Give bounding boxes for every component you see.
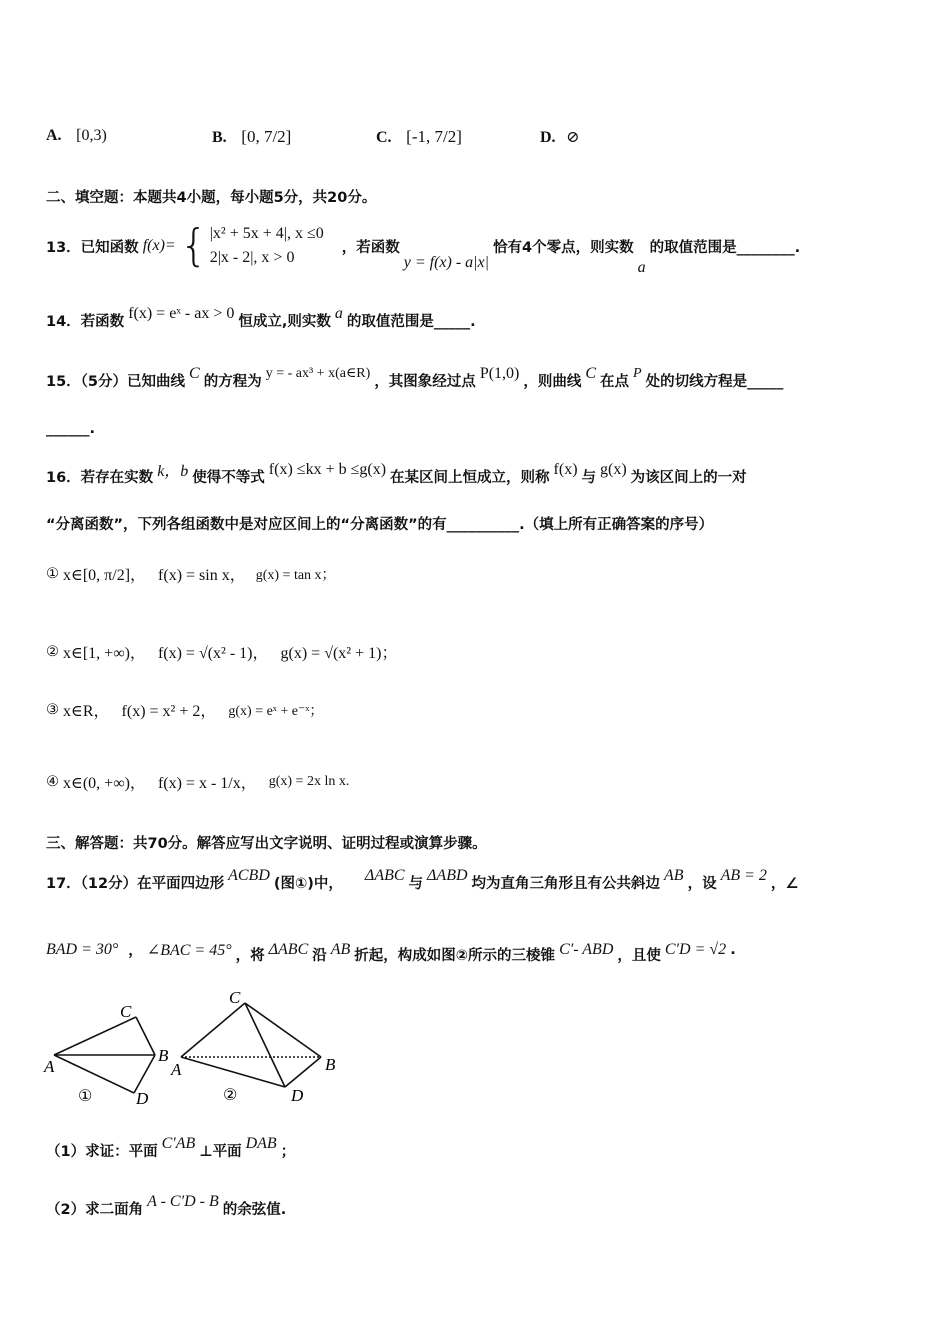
q16-option-1: ① x∈[0, π/2]， f(x) = sin x， g(x) = tan x； — [46, 565, 336, 584]
q15-blank: ______. — [46, 421, 96, 437]
q16-option-3: ③ x∈R， f(x) = x² + 2， g(x) = eˣ + e⁻ˣ； — [46, 701, 324, 720]
option-b: B. [0, 7/2] — [212, 127, 292, 146]
option-a: A. [0,3) — [46, 127, 107, 144]
q17-part-1: （1）求证：平面 C′AB ⊥平面 DAB ； — [46, 1134, 296, 1160]
fig2-label-b: B — [325, 1055, 336, 1074]
section-3-heading: 三、解答题：共70分。解答应写出文字说明、证明过程或演算步骤。 — [46, 836, 487, 852]
q16-option-2: ② x∈[1, +∞)， f(x) = √(x² - 1)， g(x) = √(x² + 1)； — [46, 643, 398, 662]
question-17-line-2: BAD = 30° ， ∠BAC = 45° ，将 ΔABC 沿 AB 折起，构成如图②所示的三棱锥 C′- ABD ，且使 C′D = √2 . — [46, 940, 736, 964]
figure-1 — [40, 995, 180, 1110]
question-17: 17．（12分）在平面四边形 ACBD (图①)中， ΔABC 与 ΔABD 均为直角三角形且有公共斜边 AB ，设 AB = 2 ，∠ — [46, 866, 799, 892]
option-c: C. [-1, 7/2] — [376, 127, 462, 146]
fig2-label-d: D — [291, 1086, 304, 1105]
question-14: 14．若函数 f(x) = eˣ - ax > 0 恒成立,则实数 a 的取值范围是_____. — [46, 304, 476, 330]
fig1-label-a: A — [44, 1057, 55, 1076]
figure-2 — [165, 985, 345, 1110]
fig2-caption: ② — [223, 1087, 238, 1104]
q17-part-2: （2）求二面角 A - C′D - B 的余弦值. — [46, 1192, 287, 1218]
option-d: D. ⊘ — [540, 129, 580, 146]
fig1-caption: ① — [78, 1088, 93, 1105]
piecewise-function: { |x² + 5x + 4|, x ≤0 2|x - 2|, x > 0 — [179, 220, 324, 271]
fig1-label-b: B — [158, 1046, 169, 1065]
question-13: 13．已知函数 f(x)= { |x² + 5x + 4|, x ≤0 2|x - 2|, x > 0 ，若函数 y = f(x) - a|x| 恰有4个零点，则实数 a 的取值范围是________. — [46, 220, 801, 276]
fig1-label-d: D — [136, 1089, 149, 1108]
question-16: 16．若存在实数 k，b 使得不等式 f(x) ≤kx + b ≤g(x) 在某区间上恒成立，则称 f(x) 与 g(x) 为该区间上的一对 — [46, 460, 747, 486]
q16-option-4: ④ x∈(0, +∞)， f(x) = x - 1/x， g(x) = 2x ln x. — [46, 773, 350, 792]
fig1-label-c: C — [120, 1002, 132, 1021]
fig2-label-c: C — [229, 988, 241, 1007]
q16-line-2: “分离函数”，下列各组函数中是对应区间上的“分离函数”的有__________.（填上所有正确答案的序号） — [46, 517, 714, 533]
section-2-heading: 二、填空题：本题共4小题，每小题5分，共20分。 — [46, 190, 377, 206]
fig2-label-a: A — [171, 1060, 182, 1079]
question-15: 15．（5分）已知曲线 C 的方程为 y = - ax³ + x(a∈R) ，其图象经过点 P(1,0) ，则曲线 C 在点 P 处的切线方程是_____ — [46, 364, 784, 390]
